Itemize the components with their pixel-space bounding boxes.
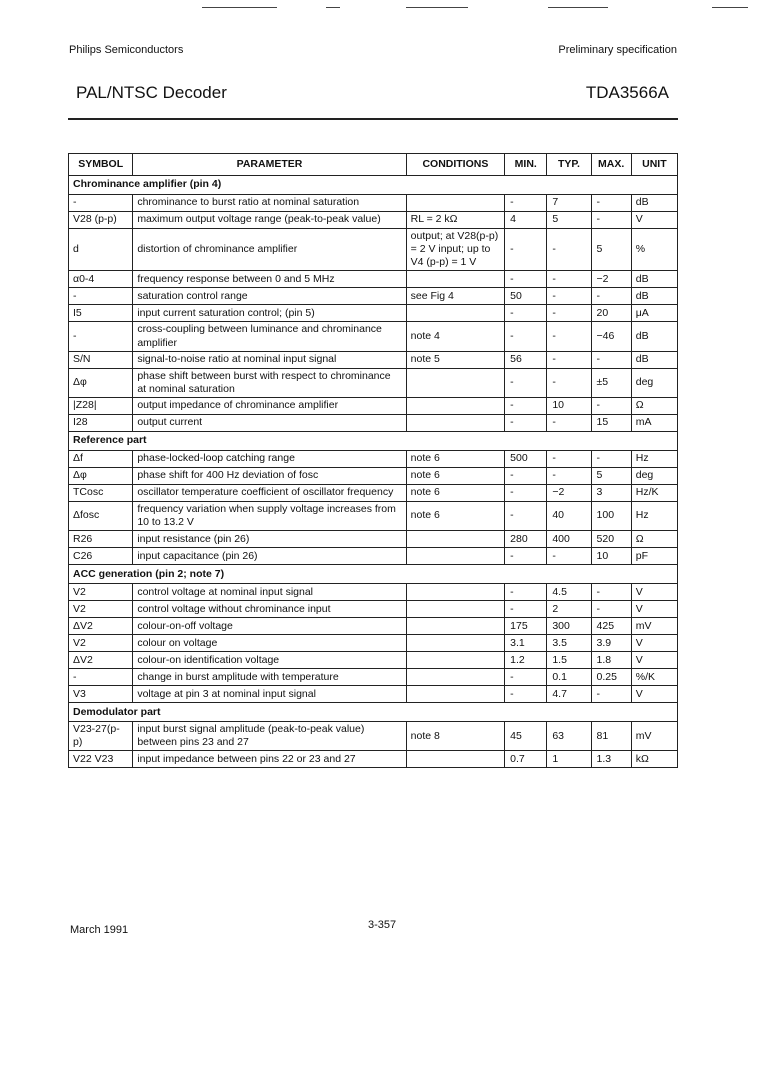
table-row xyxy=(69,686,678,703)
cell-symbol: - xyxy=(69,288,133,305)
table-row xyxy=(69,271,678,288)
cell-symbol: V2 xyxy=(69,601,133,618)
cell-max: 520 xyxy=(591,531,631,548)
cell-typ: 40 xyxy=(547,501,591,530)
table-row xyxy=(69,722,678,751)
table-row xyxy=(69,212,678,229)
cell-unit: mV xyxy=(631,722,677,751)
cell-typ: - xyxy=(547,467,591,484)
cell-conditions xyxy=(406,652,504,669)
cell-unit: dB xyxy=(631,195,677,212)
cell-typ: - xyxy=(547,229,591,271)
table-row xyxy=(69,368,678,397)
cell-min: - xyxy=(505,484,547,501)
cell-parameter: colour on voltage xyxy=(133,635,406,652)
cell-symbol: C26 xyxy=(69,548,133,565)
table-row xyxy=(69,531,678,548)
cell-symbol: Δfosc xyxy=(69,501,133,530)
table-row xyxy=(69,351,678,368)
cell-symbol: I5 xyxy=(69,305,133,322)
cell-symbol: Δφ xyxy=(69,467,133,484)
section-row xyxy=(69,176,678,195)
section-row xyxy=(69,703,678,722)
cell-max: - xyxy=(591,686,631,703)
cell-parameter: output impedance of chrominance amplifier xyxy=(133,397,406,414)
cell-max: - xyxy=(591,212,631,229)
cell-conditions: see Fig 4 xyxy=(406,288,504,305)
table-row xyxy=(69,195,678,212)
table-row xyxy=(69,414,678,431)
cell-min: - xyxy=(505,414,547,431)
table-row xyxy=(69,751,678,768)
cell-parameter: cross-coupling between luminance and chrominance amplifier xyxy=(133,322,406,351)
document-status: Preliminary specification xyxy=(558,44,677,56)
cell-symbol: |Z28| xyxy=(69,397,133,414)
cell-min: - xyxy=(505,686,547,703)
cell-symbol: Δφ xyxy=(69,368,133,397)
table-row xyxy=(69,601,678,618)
table-row xyxy=(69,669,678,686)
cell-conditions xyxy=(406,751,504,768)
cell-max: 425 xyxy=(591,618,631,635)
cell-parameter: input current saturation control; (pin 5) xyxy=(133,305,406,322)
cell-typ: 7 xyxy=(547,195,591,212)
cell-typ: 4.5 xyxy=(547,584,591,601)
cell-conditions xyxy=(406,618,504,635)
cell-parameter: saturation control range xyxy=(133,288,406,305)
cell-unit: deg xyxy=(631,467,677,484)
cell-unit: V xyxy=(631,652,677,669)
cell-min: - xyxy=(505,397,547,414)
cell-min: - xyxy=(505,305,547,322)
section-title: ACC generation (pin 2; note 7) xyxy=(69,565,678,584)
cell-conditions xyxy=(406,548,504,565)
table-row xyxy=(69,484,678,501)
company-name: Philips Semiconductors xyxy=(69,44,184,56)
cell-typ: - xyxy=(547,351,591,368)
cell-max: - xyxy=(591,601,631,618)
column-header-parameter: PARAMETER xyxy=(133,154,406,176)
cell-conditions xyxy=(406,635,504,652)
cell-max: - xyxy=(591,450,631,467)
cell-typ: 300 xyxy=(547,618,591,635)
cell-typ: - xyxy=(547,548,591,565)
cell-typ: 2 xyxy=(547,601,591,618)
table-row xyxy=(69,584,678,601)
scan-mark xyxy=(548,7,608,8)
table-body xyxy=(69,176,678,768)
cell-typ: 4.7 xyxy=(547,686,591,703)
cell-unit: deg xyxy=(631,368,677,397)
cell-parameter: chrominance to burst ratio at nominal saturation xyxy=(133,195,406,212)
cell-conditions xyxy=(406,195,504,212)
cell-conditions: note 4 xyxy=(406,322,504,351)
section-title: Demodulator part xyxy=(69,703,678,722)
cell-unit: Hz xyxy=(631,450,677,467)
cell-max: - xyxy=(591,584,631,601)
cell-unit: Ω xyxy=(631,531,677,548)
cell-symbol: ΔV2 xyxy=(69,652,133,669)
cell-unit: Hz xyxy=(631,501,677,530)
cell-max: 100 xyxy=(591,501,631,530)
table-header-row xyxy=(69,154,678,176)
cell-conditions xyxy=(406,584,504,601)
cell-unit: V xyxy=(631,584,677,601)
cell-min: 175 xyxy=(505,618,547,635)
column-header-typ: TYP. xyxy=(547,154,591,176)
cell-min: - xyxy=(505,229,547,271)
section-row xyxy=(69,431,678,450)
cell-max: 5 xyxy=(591,229,631,271)
cell-parameter: signal-to-noise ratio at nominal input signal xyxy=(133,351,406,368)
cell-conditions xyxy=(406,305,504,322)
header-rule xyxy=(68,118,678,120)
cell-symbol: V28 (p-p) xyxy=(69,212,133,229)
cell-symbol: - xyxy=(69,669,133,686)
cell-max: - xyxy=(591,195,631,212)
cell-unit: dB xyxy=(631,288,677,305)
column-header-unit: UNIT xyxy=(631,154,677,176)
cell-symbol: ΔV2 xyxy=(69,618,133,635)
cell-conditions xyxy=(406,531,504,548)
cell-parameter: phase shift for 400 Hz deviation of fosc xyxy=(133,467,406,484)
cell-parameter: input impedance between pins 22 or 23 and 27 xyxy=(133,751,406,768)
cell-max: 3 xyxy=(591,484,631,501)
cell-symbol: V3 xyxy=(69,686,133,703)
cell-unit: V xyxy=(631,601,677,618)
column-header-min: MIN. xyxy=(505,154,547,176)
cell-conditions: note 6 xyxy=(406,501,504,530)
cell-max: 0.25 xyxy=(591,669,631,686)
cell-max: −46 xyxy=(591,322,631,351)
cell-parameter: output current xyxy=(133,414,406,431)
cell-typ: - xyxy=(547,271,591,288)
cell-symbol: - xyxy=(69,195,133,212)
cell-max: 20 xyxy=(591,305,631,322)
cell-min: 56 xyxy=(505,351,547,368)
cell-unit: pF xyxy=(631,548,677,565)
cell-symbol: S/N xyxy=(69,351,133,368)
cell-unit: dB xyxy=(631,322,677,351)
cell-typ: - xyxy=(547,414,591,431)
cell-typ: - xyxy=(547,322,591,351)
cell-symbol: TCosc xyxy=(69,484,133,501)
cell-max: −2 xyxy=(591,271,631,288)
cell-min: 0.7 xyxy=(505,751,547,768)
cell-typ: 5 xyxy=(547,212,591,229)
cell-symbol: R26 xyxy=(69,531,133,548)
cell-symbol: Δf xyxy=(69,450,133,467)
table-row xyxy=(69,548,678,565)
cell-unit: V xyxy=(631,212,677,229)
scan-mark xyxy=(406,7,468,8)
scan-mark xyxy=(326,7,340,8)
cell-min: - xyxy=(505,368,547,397)
cell-min: - xyxy=(505,195,547,212)
cell-max: 5 xyxy=(591,467,631,484)
cell-symbol: V22 V23 xyxy=(69,751,133,768)
cell-typ: - xyxy=(547,288,591,305)
cell-conditions xyxy=(406,397,504,414)
table-row xyxy=(69,618,678,635)
table-row xyxy=(69,501,678,530)
table-row xyxy=(69,288,678,305)
cell-min: - xyxy=(505,584,547,601)
cell-conditions xyxy=(406,686,504,703)
cell-parameter: phase-locked-loop catching range xyxy=(133,450,406,467)
cell-conditions: RL = 2 kΩ xyxy=(406,212,504,229)
cell-min: - xyxy=(505,501,547,530)
cell-unit: kΩ xyxy=(631,751,677,768)
cell-conditions xyxy=(406,669,504,686)
cell-parameter: oscillator temperature coefficient of oscillator frequency xyxy=(133,484,406,501)
cell-unit: % xyxy=(631,229,677,271)
cell-parameter: control voltage without chrominance input xyxy=(133,601,406,618)
cell-conditions: note 8 xyxy=(406,722,504,751)
cell-symbol: V2 xyxy=(69,584,133,601)
cell-unit: V xyxy=(631,635,677,652)
cell-max: ±5 xyxy=(591,368,631,397)
scan-mark xyxy=(712,7,748,8)
section-title: Reference part xyxy=(69,431,678,450)
cell-max: 15 xyxy=(591,414,631,431)
part-number: TDA3566A xyxy=(585,83,669,102)
cell-typ: 400 xyxy=(547,531,591,548)
cell-conditions: note 5 xyxy=(406,351,504,368)
cell-unit: mA xyxy=(631,414,677,431)
cell-min: 3.1 xyxy=(505,635,547,652)
table-row xyxy=(69,652,678,669)
cell-symbol: V23-27(p-p) xyxy=(69,722,133,751)
cell-parameter: distortion of chrominance amplifier xyxy=(133,229,406,271)
cell-unit: %/K xyxy=(631,669,677,686)
table-row xyxy=(69,635,678,652)
table-row xyxy=(69,229,678,271)
cell-min: 4 xyxy=(505,212,547,229)
cell-parameter: voltage at pin 3 at nominal input signal xyxy=(133,686,406,703)
cell-unit: dB xyxy=(631,351,677,368)
cell-max: - xyxy=(591,288,631,305)
cell-unit: mV xyxy=(631,618,677,635)
cell-symbol: I28 xyxy=(69,414,133,431)
table-row xyxy=(69,467,678,484)
cell-conditions: output; at V28(p-p) = 2 V input; up to V4 (p-p) = 1 V xyxy=(406,229,504,271)
cell-parameter: change in burst amplitude with temperature xyxy=(133,669,406,686)
cell-parameter: control voltage at nominal input signal xyxy=(133,584,406,601)
cell-parameter: phase shift between burst with respect to chrominance at nominal saturation xyxy=(133,368,406,397)
cell-conditions xyxy=(406,368,504,397)
cell-max: 81 xyxy=(591,722,631,751)
cell-min: - xyxy=(505,467,547,484)
column-header-symbol: SYMBOL xyxy=(69,154,133,176)
cell-min: - xyxy=(505,669,547,686)
page-number: 3-357 xyxy=(368,919,397,931)
cell-parameter: maximum output voltage range (peak-to-peak value) xyxy=(133,212,406,229)
section-row xyxy=(69,565,678,584)
cell-symbol: - xyxy=(69,322,133,351)
cell-parameter: colour-on identification voltage xyxy=(133,652,406,669)
cell-max: 1.8 xyxy=(591,652,631,669)
cell-min: 1.2 xyxy=(505,652,547,669)
cell-typ: 1 xyxy=(547,751,591,768)
cell-min: 280 xyxy=(505,531,547,548)
section-title: Chrominance amplifier (pin 4) xyxy=(69,176,678,195)
cell-parameter: colour-on-off voltage xyxy=(133,618,406,635)
cell-symbol: d xyxy=(69,229,133,271)
cell-typ: −2 xyxy=(547,484,591,501)
cell-conditions xyxy=(406,601,504,618)
cell-min: - xyxy=(505,322,547,351)
document-title: PAL/NTSC Decoder xyxy=(76,83,227,102)
cell-min: 500 xyxy=(505,450,547,467)
specification-table xyxy=(68,153,678,768)
cell-parameter: input capacitance (pin 26) xyxy=(133,548,406,565)
table-row xyxy=(69,450,678,467)
cell-conditions xyxy=(406,271,504,288)
cell-symbol: V2 xyxy=(69,635,133,652)
cell-max: 10 xyxy=(591,548,631,565)
cell-typ: 3.5 xyxy=(547,635,591,652)
cell-unit: μA xyxy=(631,305,677,322)
cell-min: - xyxy=(505,271,547,288)
cell-typ: - xyxy=(547,368,591,397)
cell-max: 1.3 xyxy=(591,751,631,768)
cell-typ: - xyxy=(547,450,591,467)
column-header-max: MAX. xyxy=(591,154,631,176)
cell-unit: Ω xyxy=(631,397,677,414)
cell-max: - xyxy=(591,351,631,368)
cell-min: 50 xyxy=(505,288,547,305)
table-row xyxy=(69,397,678,414)
cell-parameter: frequency variation when supply voltage increases from 10 to 13.2 V xyxy=(133,501,406,530)
cell-typ: - xyxy=(547,305,591,322)
cell-unit: V xyxy=(631,686,677,703)
cell-min: - xyxy=(505,601,547,618)
cell-min: 45 xyxy=(505,722,547,751)
table-row xyxy=(69,305,678,322)
table-row xyxy=(69,322,678,351)
cell-conditions xyxy=(406,414,504,431)
cell-typ: 0.1 xyxy=(547,669,591,686)
cell-parameter: input burst signal amplitude (peak-to-peak value) between pins 23 and 27 xyxy=(133,722,406,751)
cell-typ: 10 xyxy=(547,397,591,414)
cell-conditions: note 6 xyxy=(406,484,504,501)
cell-min: - xyxy=(505,548,547,565)
cell-conditions: note 6 xyxy=(406,467,504,484)
cell-parameter: frequency response between 0 and 5 MHz xyxy=(133,271,406,288)
footer-date: March 1991 xyxy=(70,924,129,936)
column-header-conditions: CONDITIONS xyxy=(406,154,504,176)
cell-symbol: α0-4 xyxy=(69,271,133,288)
cell-unit: dB xyxy=(631,271,677,288)
cell-max: 3.9 xyxy=(591,635,631,652)
cell-typ: 1.5 xyxy=(547,652,591,669)
cell-conditions: note 6 xyxy=(406,450,504,467)
cell-unit: Hz/K xyxy=(631,484,677,501)
cell-typ: 63 xyxy=(547,722,591,751)
cell-max: - xyxy=(591,397,631,414)
scan-mark xyxy=(202,7,277,8)
cell-parameter: input resistance (pin 26) xyxy=(133,531,406,548)
